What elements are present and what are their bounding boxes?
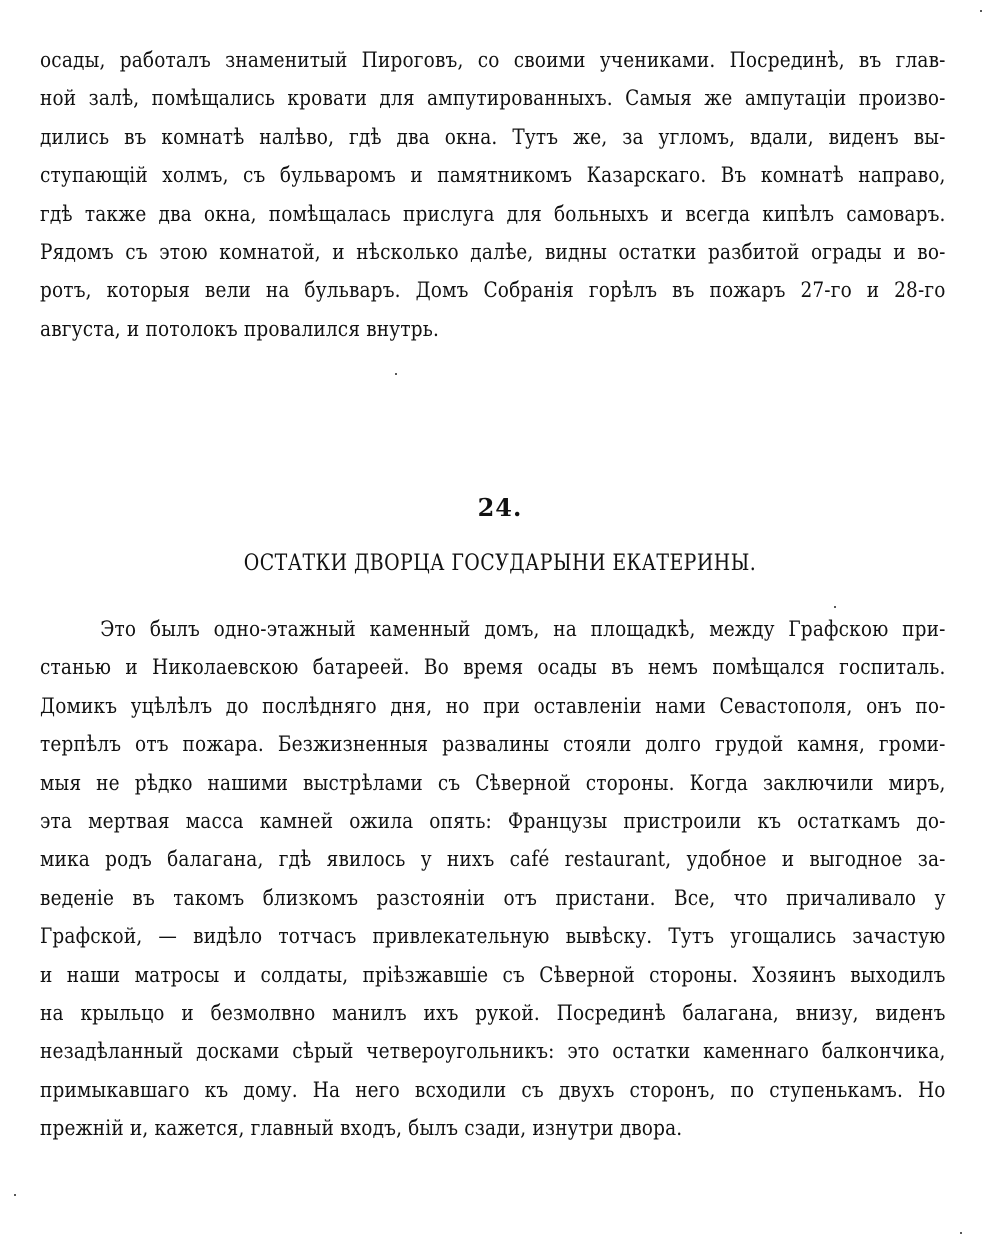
scan-speck xyxy=(14,1194,16,1196)
text-line: Рядомъ съ этою комнатой, и нѣсколько далѣе, видны остатки разбитой ограды и во- xyxy=(40,239,946,265)
scan-speck xyxy=(395,373,397,375)
text-line: осады, работалъ знаменитый Пироговъ, со своими учениками. Посрединѣ, въ глав- xyxy=(40,48,946,73)
text-line: гдѣ также два окна, помѣщалась прислуга для больныхъ и всегда кипѣлъ самоваръ. xyxy=(40,201,946,227)
text-line: ной залѣ, помѣщались кровати для ампутированныхъ. Самыя же ампутаціи произво- xyxy=(40,86,946,112)
text-line: августа, и потолокъ провалился внутрь. xyxy=(40,316,440,342)
text-line: ротъ, которыя вели на бульваръ. Домъ Собранія горѣлъ въ пожаръ 27-го и 28-го xyxy=(40,278,946,304)
text-line: эта мертвая масса камней ожила опять: Французы пристроили къ остаткамъ до- xyxy=(40,808,946,834)
text-line: на крыльцо и безмолвно манилъ ихъ рукой. Посрединѣ балагана, внизу, виденъ xyxy=(40,1000,946,1026)
text-line: веденіе въ такомъ близкомъ разстояніи отъ пристани. Все, что причаливало у xyxy=(40,885,946,911)
scan-speck xyxy=(960,1232,962,1234)
text-line: мыя не рѣдко нашими выстрѣлами съ Сѣверной стороны. Когда заключили миръ, xyxy=(40,770,946,796)
text-line: терпѣлъ отъ пожара. Безжизненныя развалины стояли долго грудой камня, громи- xyxy=(40,732,946,758)
text-line: дились въ комнатѣ налѣво, гдѣ два окна. Тутъ же, за угломъ, вдали, виденъ вы- xyxy=(40,124,946,150)
section-number: 24. xyxy=(477,493,523,522)
text-line: ступающій холмъ, съ бульваромъ и памятникомъ Казарскаго. Въ комнатѣ направо, xyxy=(40,163,946,189)
text-line: мика родъ балагана, гдѣ явилось у нихъ café restaurant, удобное и выгодное за- xyxy=(40,847,946,873)
scan-speck xyxy=(834,606,836,608)
text-line: прежній и, кажется, главный входъ, былъ сзади, изнутри двора. xyxy=(40,1116,683,1142)
text-line: Графской, — видѣло тотчасъ привлекательную вывѣску. Тутъ угощались зачастую xyxy=(40,924,946,950)
scan-speck xyxy=(980,10,982,12)
text-line: Домикъ уцѣлѣлъ до послѣдняго дня, но при оставленіи нами Севастополя, онъ по- xyxy=(40,693,946,719)
text-line: и наши матросы и солдаты, пріѣзжавшіе съ Сѣверной стороны. Хозяинъ выходилъ xyxy=(40,962,946,988)
article-paragraph xyxy=(40,611,946,1148)
text-line: станью и Николаевскою батареей. Во время осады въ немъ помѣщался госпиталь. xyxy=(40,655,946,681)
text-line: примыкавшаго къ дому. На него всходили съ двухъ сторонъ, по ступенькамъ. Но xyxy=(40,1077,946,1103)
section-title: ОСТАТКИ ДВОРЦА ГОСУДАРЫНИ ЕКАТЕРИНЫ. xyxy=(243,551,757,576)
text-line: незадѣланный досками сѣрый четвероугольникъ: это остатки каменнаго балкончика, xyxy=(40,1039,946,1065)
text-line: Это былъ одно-этажный каменный домъ, на площадкѣ, между Графскою при- xyxy=(100,617,946,642)
intro-paragraph xyxy=(40,42,946,349)
